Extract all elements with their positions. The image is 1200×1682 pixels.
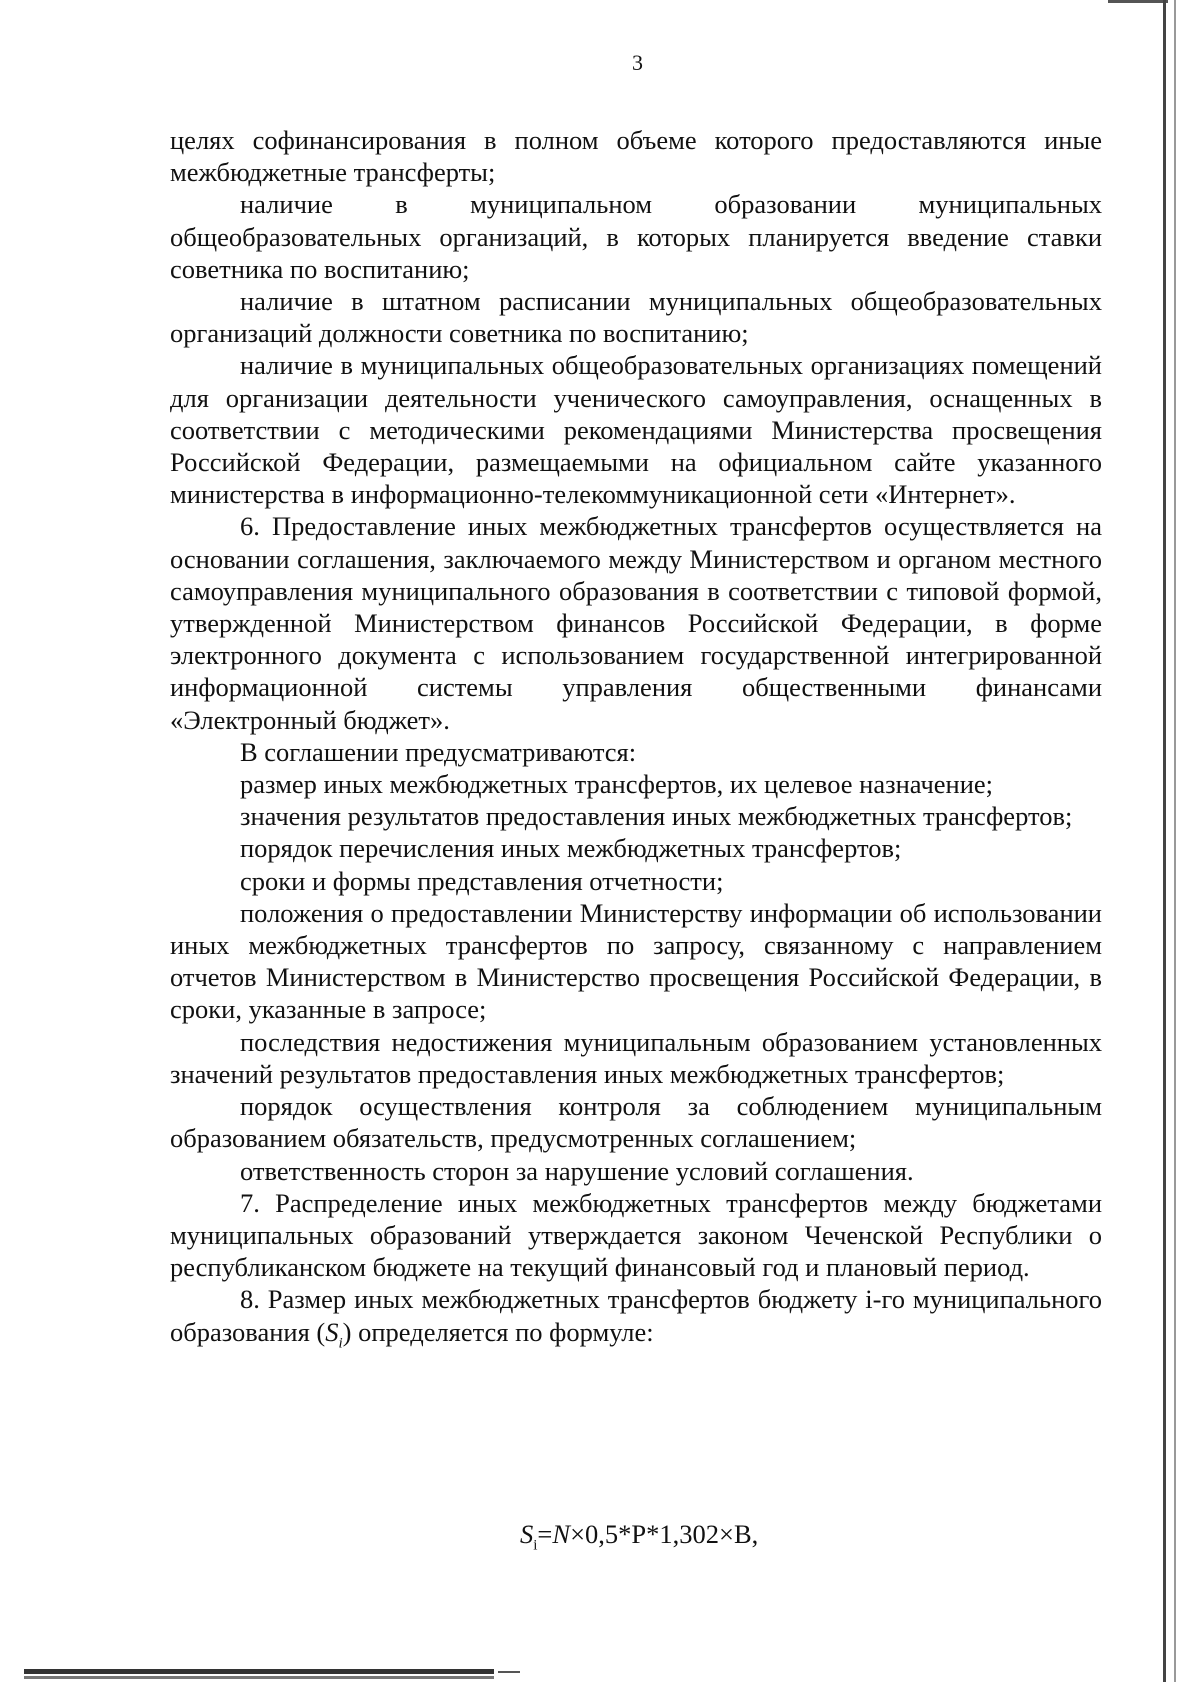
- paragraph: порядок перечисления иных межбюджетных трансфертов;: [240, 833, 902, 864]
- para8-text-after: ) определяется по формуле:: [342, 1316, 654, 1347]
- formula-rest: ×0,5*P*1,302×B,: [570, 1519, 759, 1549]
- formula-n: N: [552, 1519, 571, 1549]
- paragraph: положения о предоставлении Министерству информации об использовании иных межбюджетных трансфертов по запросу, связанному с направлением отчетов Министерством в Министерство просвещения Российской Федерации, в сроки, указанные в запросе;: [170, 897, 1102, 1025]
- formula-eq: =: [537, 1519, 553, 1549]
- scan-edge-right: [1163, 0, 1166, 1682]
- page-number: 3: [632, 50, 643, 75]
- paragraph: наличие в муниципальном образовании муниципальных общеобразовательных организаций, в которых планируется введение ставки советника по воспитанию;: [170, 189, 1102, 284]
- formula-s-sub: i: [533, 1537, 538, 1554]
- scan-edge-bottom-mark: [498, 1671, 520, 1673]
- scan-edge-bottom: [24, 1669, 494, 1674]
- document-body: [170, 124, 1102, 1359]
- scan-edge-right-inner: [1174, 0, 1176, 1682]
- formula: [520, 1518, 758, 1561]
- paragraph: В соглашении предусматриваются:: [240, 736, 637, 767]
- para8-text-before: 8. Размер иных межбюджетных трансфертов бюджету i-го муниципального образования (: [170, 1284, 1102, 1347]
- paragraph: ответственность сторон за нарушение условий соглашения.: [240, 1155, 914, 1186]
- paragraph: значения результатов предоставления иных межбюджетных трансфертов;: [240, 801, 1073, 832]
- paragraph: наличие в штатном расписании муниципальных общеобразовательных организаций должности советника по воспитанию;: [170, 286, 1102, 349]
- scan-edge-bottom-inner: [24, 1676, 494, 1679]
- paragraph: наличие в муниципальных общеобразовательных организациях помещений для организации деятельности ученического самоуправления, оснащенных в соответствии с методическими рекомендациями Министерства просвещения Российской Федерации, размещаемыми на официальном сайте указанного министерства в информационно-телекоммуникационной сети «Интернет».: [170, 350, 1102, 510]
- formula-s: S: [520, 1519, 534, 1549]
- paragraph: порядок осуществления контроля за соблюдением муниципальным образованием обязательств, предусмотренных соглашением;: [170, 1091, 1102, 1154]
- scan-edge-top: [1108, 0, 1168, 3]
- paragraph-item-7: 7. Распределение иных межбюджетных трансфертов между бюджетами муниципальных образований утверждается законом Чеченской Республики о республиканском бюджете на текущий финансовый год и плановый период.: [170, 1187, 1102, 1283]
- paragraph: сроки и формы представления отчетности;: [240, 865, 724, 896]
- paragraph-item-6: 6. Предоставление иных межбюджетных трансфертов осуществляется на основании соглашения, заключаемого между Министерством и органом местного самоуправления муниципального образования в соответствии с типовой формой, утвержденной Министерством финансов Российской Федерации, в форме электронного документа с использованием государственной интегрированной информационной системы управления общественными финансами «Электронный бюджет».: [170, 511, 1102, 735]
- paragraph-item-8: [170, 1283, 1102, 1359]
- variable-s: $S_i$: [325, 1316, 343, 1351]
- paragraph: целях софинансирования в полном объеме которого предоставляются иные межбюджетные трансферты;: [170, 125, 1102, 188]
- paragraph: последствия недостижения муниципальным образованием установленных значений результатов предоставления иных межбюджетных трансфертов;: [170, 1026, 1102, 1089]
- paragraph: размер иных межбюджетных трансфертов, их целевое назначение;: [240, 769, 994, 800]
